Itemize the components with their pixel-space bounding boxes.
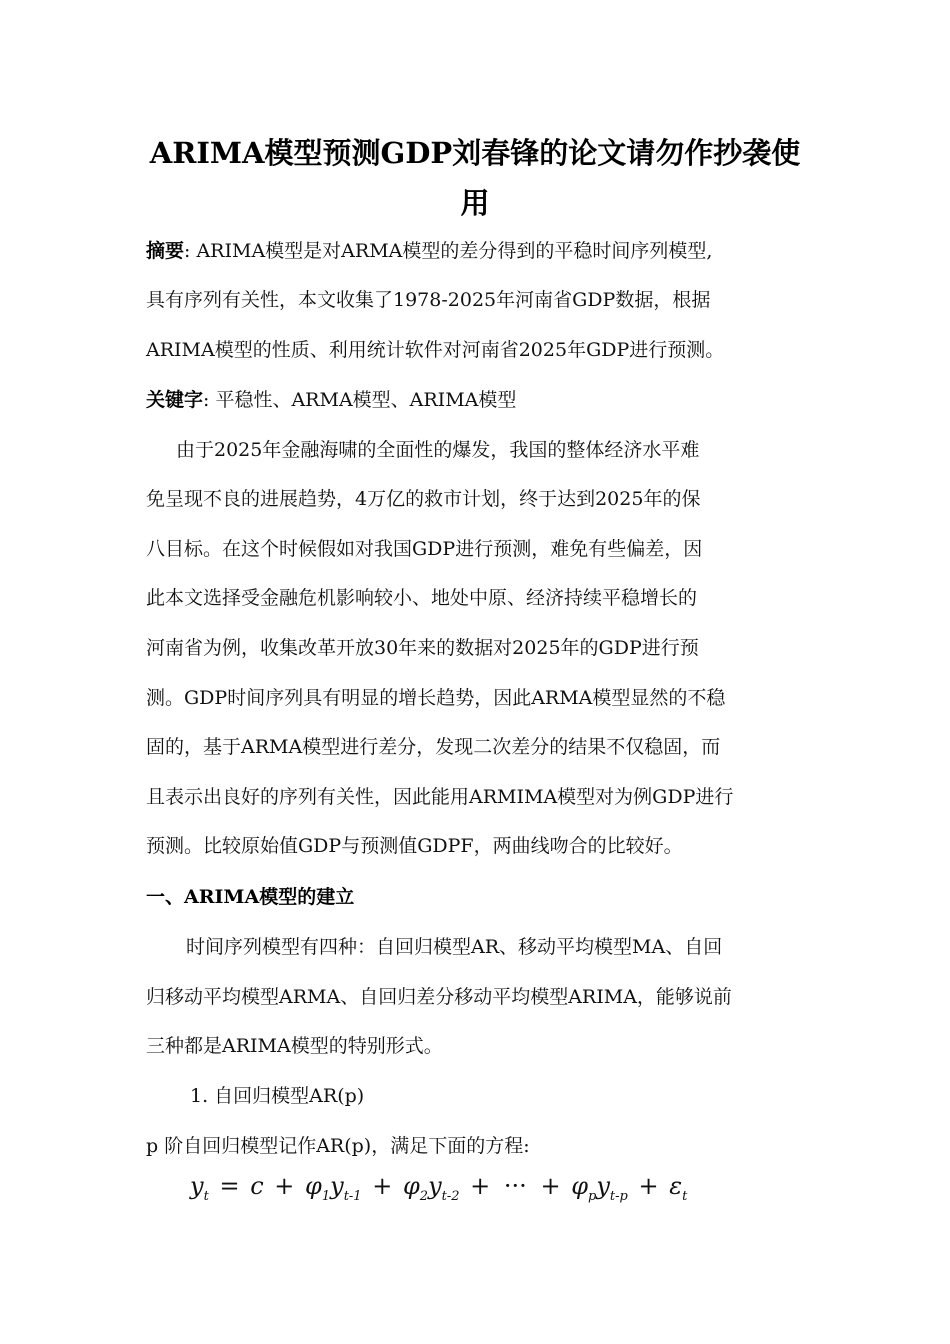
- ar-description: p 阶自回归模型记作AR(p)，满足下面的方程:: [146, 1135, 530, 1157]
- section-1-heading: 一、ARIMA模型的建立: [146, 886, 355, 908]
- eq-phi-1-sub: 1: [321, 1188, 331, 1204]
- keywords-text: : 平稳性、ARMA模型、ARIMA模型: [203, 389, 517, 411]
- eq-y-2-sub: t-2: [441, 1188, 460, 1204]
- ar-equation: [190, 1172, 687, 1204]
- eq-y-sub: t: [203, 1188, 209, 1204]
- eq-phi-p: φ: [571, 1172, 588, 1200]
- eq-phi-2: φ: [402, 1172, 420, 1200]
- eq-y: y: [190, 1172, 204, 1200]
- eq-phi-1: φ: [305, 1172, 322, 1200]
- eq-plus-4: +: [540, 1172, 561, 1200]
- eq-plus-3: +: [470, 1172, 491, 1200]
- eq-dots: ···: [503, 1172, 527, 1200]
- abstract-line-2: 具有序列有关性，本文收集了1978-2025年河南省GDP数据，根据: [146, 289, 711, 311]
- eq-c: c: [250, 1172, 264, 1200]
- eq-y-2: y: [428, 1172, 442, 1200]
- eq-epsilon-sub: t: [682, 1188, 688, 1204]
- section-1-para-line-3: 三种都是ARIMA模型的特别形式。: [146, 1035, 443, 1057]
- paper-title: [120, 128, 830, 228]
- eq-plus-5: +: [638, 1172, 659, 1200]
- eq-plus-1: +: [274, 1172, 295, 1200]
- abstract-text-1: : ARIMA模型是对ARMA模型的差分得到的平稳时间序列模型,: [184, 240, 713, 262]
- intro-line-6: 测。GDP时间序列具有明显的增长趋势，因此ARMA模型显然的不稳: [146, 687, 726, 709]
- abstract-line-3: ARIMA模型的性质、利用统计软件对河南省2025年GDP进行预测。: [146, 339, 725, 361]
- eq-plus-2: +: [372, 1172, 393, 1200]
- intro-line-7: 固的，基于ARMA模型进行差分，发现二次差分的结果不仅稳固，而: [146, 736, 721, 758]
- abstract-label: 摘要: [146, 240, 185, 262]
- eq-y-1-sub: t-1: [343, 1188, 362, 1204]
- abstract-line-1: [146, 238, 712, 264]
- intro-line-9: 预测。比较原始值GDP与预测值GDPF，两曲线吻合的比较好。: [146, 835, 683, 857]
- intro-line-1: 由于2025年金融海啸的全面性的爆发，我国的整体经济水平难: [176, 439, 700, 461]
- eq-y-1: y: [330, 1172, 344, 1200]
- intro-line-5: 河南省为例，收集改革开放30年来的数据对2025年的GDP进行预: [146, 637, 699, 659]
- intro-line-3: 八目标。在这个时候假如对我国GDP进行预测，难免有些偏差，因: [146, 538, 703, 560]
- eq-phi-p-sub: p: [588, 1188, 597, 1204]
- list-item-ar: 1. 自回归模型AR(p): [190, 1085, 365, 1107]
- title-line-2: 用: [460, 186, 490, 220]
- section-1-para-line-2: 归移动平均模型ARMA、自回归差分移动平均模型ARIMA，能够说前: [146, 986, 732, 1008]
- keywords-line: [146, 387, 516, 413]
- keywords-label: 关键字: [146, 389, 204, 411]
- intro-line-2: 免呈现不良的进展趋势，4万亿的救市计划，终于达到2025年的保: [146, 488, 701, 510]
- title-line-1: ARIMA模型预测GDP刘春锋的论文请勿作抄袭使: [149, 136, 801, 170]
- eq-equals: =: [219, 1172, 240, 1200]
- eq-phi-2-sub: 2: [419, 1188, 429, 1204]
- section-1-para-line-1: 时间序列模型有四种：自回归模型AR、移动平均模型MA、自回: [186, 936, 723, 958]
- intro-line-4: 此本文选择受金融危机影响较小、地处中原、经济持续平稳增长的: [146, 587, 698, 609]
- intro-line-8: 且表示出良好的序列有关性，因此能用ARMIMA模型对为例GDP进行: [146, 786, 734, 808]
- eq-y-p: y: [596, 1172, 610, 1200]
- eq-epsilon: ε: [669, 1172, 683, 1200]
- eq-y-p-sub: t-p: [609, 1188, 628, 1204]
